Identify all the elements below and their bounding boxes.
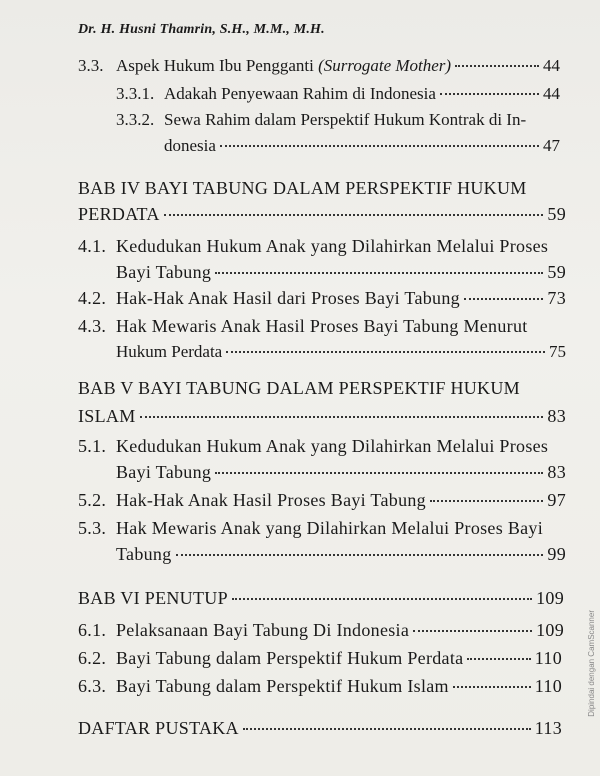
toc-entry-3-3-2[interactable]: [116, 110, 526, 130]
chapter-title-line1: BAB IV BAYI TABUNG DALAM PERSPEKTIF HUKUM: [78, 178, 527, 198]
entry-title-line2: Bayi Tabung: [116, 262, 212, 282]
entry-number: 6.2.: [78, 648, 107, 668]
entry-title-line1: Kedudukan Hukum Anak yang Dilahirkan Melalui Proses: [116, 236, 549, 256]
page-number: 83: [547, 462, 566, 482]
entry-number: 4.1.: [78, 236, 107, 256]
entry-title: Bayi Tabung dalam Perspektif Hukum Perdata: [116, 648, 464, 668]
toc-chapter-4[interactable]: [78, 178, 527, 199]
toc-chapter-5-cont[interactable]: [78, 406, 566, 427]
page-number: 47: [543, 136, 560, 155]
entry-number: 6.1.: [78, 620, 107, 640]
toc-entry-6-3[interactable]: [78, 676, 562, 697]
page-number: 110: [534, 676, 562, 696]
leader-dots: [413, 630, 532, 632]
leader-dots: [226, 351, 545, 353]
entry-number: 4.3.: [78, 316, 107, 336]
toc-chapter-6[interactable]: [78, 588, 564, 609]
entry-title-line2: Tabung: [116, 544, 172, 564]
chapter-title-line2: ISLAM: [78, 406, 136, 426]
scanner-watermark: Dipindai dengan CamScanner: [587, 610, 596, 717]
entry-title: Aspek Hukum Ibu Pengganti (Surrogate Mother): [116, 56, 452, 75]
toc-entry-5-1[interactable]: [78, 436, 548, 457]
entry-title-line2: Bayi Tabung: [116, 462, 212, 482]
toc-bibliography[interactable]: [78, 718, 562, 739]
entry-number: 4.2.: [78, 288, 107, 308]
leader-dots: [455, 65, 539, 67]
entry-number: 5.1.: [78, 436, 107, 456]
entry-title-line1: Hak Mewaris Anak yang Dilahirkan Melalui Proses Bayi: [116, 518, 544, 538]
running-header: Dr. H. Husni Thamrin, S.H., M.M., M.H.: [78, 22, 325, 37]
entry-number: 5.3.: [78, 518, 107, 538]
toc-entry-4-2[interactable]: [78, 288, 566, 309]
toc-chapter-5[interactable]: [78, 378, 520, 399]
entry-title: Adakah Penyewaan Rahim di Indonesia: [164, 84, 436, 103]
page-number: 73: [547, 288, 566, 308]
entry-number: 3.3.1.: [116, 84, 155, 103]
toc-entry-3-3[interactable]: [78, 56, 560, 76]
page-number: 109: [536, 620, 564, 640]
page-number: 99: [547, 544, 566, 564]
entry-title: Pelaksanaan Bayi Tabung Di Indonesia: [116, 620, 410, 640]
entry-title: Hak-Hak Anak Hasil Proses Bayi Tabung: [116, 490, 426, 510]
entry-title-line2: donesia: [164, 136, 216, 155]
entry-title: Hak-Hak Anak Hasil dari Proses Bayi Tabung: [116, 288, 460, 308]
toc-entry-4-3-cont[interactable]: [116, 342, 566, 362]
entry-number: 6.3.: [78, 676, 107, 696]
leader-dots: [232, 598, 532, 600]
toc-entry-5-1-cont[interactable]: [116, 462, 566, 483]
entry-title-line1: Sewa Rahim dalam Perspektif Hukum Kontrak di In-: [164, 110, 527, 129]
toc-entry-4-3[interactable]: [78, 316, 528, 337]
leader-dots: [440, 93, 539, 95]
toc-entry-3-3-1[interactable]: [116, 84, 560, 104]
page-number: 109: [536, 588, 564, 608]
leader-dots: [453, 686, 531, 688]
chapter-title-line2: PERDATA: [78, 204, 160, 224]
leader-dots: [464, 298, 543, 300]
toc-entry-5-3[interactable]: [78, 518, 543, 539]
leader-dots: [215, 272, 543, 274]
leader-dots: [140, 416, 544, 418]
leader-dots: [467, 658, 530, 660]
page-number: 75: [549, 342, 566, 361]
entry-title: Bayi Tabung dalam Perspektif Hukum Islam: [116, 676, 449, 696]
leader-dots: [215, 472, 543, 474]
chapter-title: DAFTAR PUSTAKA: [78, 718, 239, 738]
page-number: 44: [543, 84, 560, 103]
toc-chapter-4-cont[interactable]: [78, 204, 566, 225]
entry-number: 3.3.: [78, 56, 104, 75]
chapter-title: BAB VI PENUTUP: [78, 588, 228, 608]
toc-entry-4-1[interactable]: [78, 236, 548, 257]
page-number: 59: [547, 204, 566, 224]
page-number: 113: [534, 718, 562, 738]
toc-entry-4-1-cont[interactable]: [116, 262, 566, 283]
entry-title-line2: Hukum Perdata: [116, 342, 223, 361]
entry-number: 5.2.: [78, 490, 107, 510]
entry-number: 3.3.2.: [116, 110, 155, 129]
page-number: 59: [547, 262, 566, 282]
chapter-title-line1: BAB V BAYI TABUNG DALAM PERSPEKTIF HUKUM: [78, 378, 520, 398]
toc-entry-6-1[interactable]: [78, 620, 564, 641]
page-number: 44: [543, 56, 560, 75]
toc-entry-5-3-cont[interactable]: [116, 544, 566, 565]
toc-entry-3-3-2-cont[interactable]: [164, 136, 560, 156]
leader-dots: [176, 554, 544, 556]
toc-entry-5-2[interactable]: [78, 490, 566, 511]
leader-dots: [220, 145, 539, 147]
entry-title-line1: Hak Mewaris Anak Hasil Proses Bayi Tabung Menurut: [116, 316, 528, 336]
page-number: 97: [547, 490, 566, 510]
leader-dots: [243, 728, 531, 730]
page-number: 110: [534, 648, 562, 668]
leader-dots: [164, 214, 544, 216]
page-number: 83: [547, 406, 566, 426]
leader-dots: [430, 500, 543, 502]
toc-entry-6-2[interactable]: [78, 648, 562, 669]
entry-title-line1: Kedudukan Hukum Anak yang Dilahirkan Melalui Proses: [116, 436, 549, 456]
